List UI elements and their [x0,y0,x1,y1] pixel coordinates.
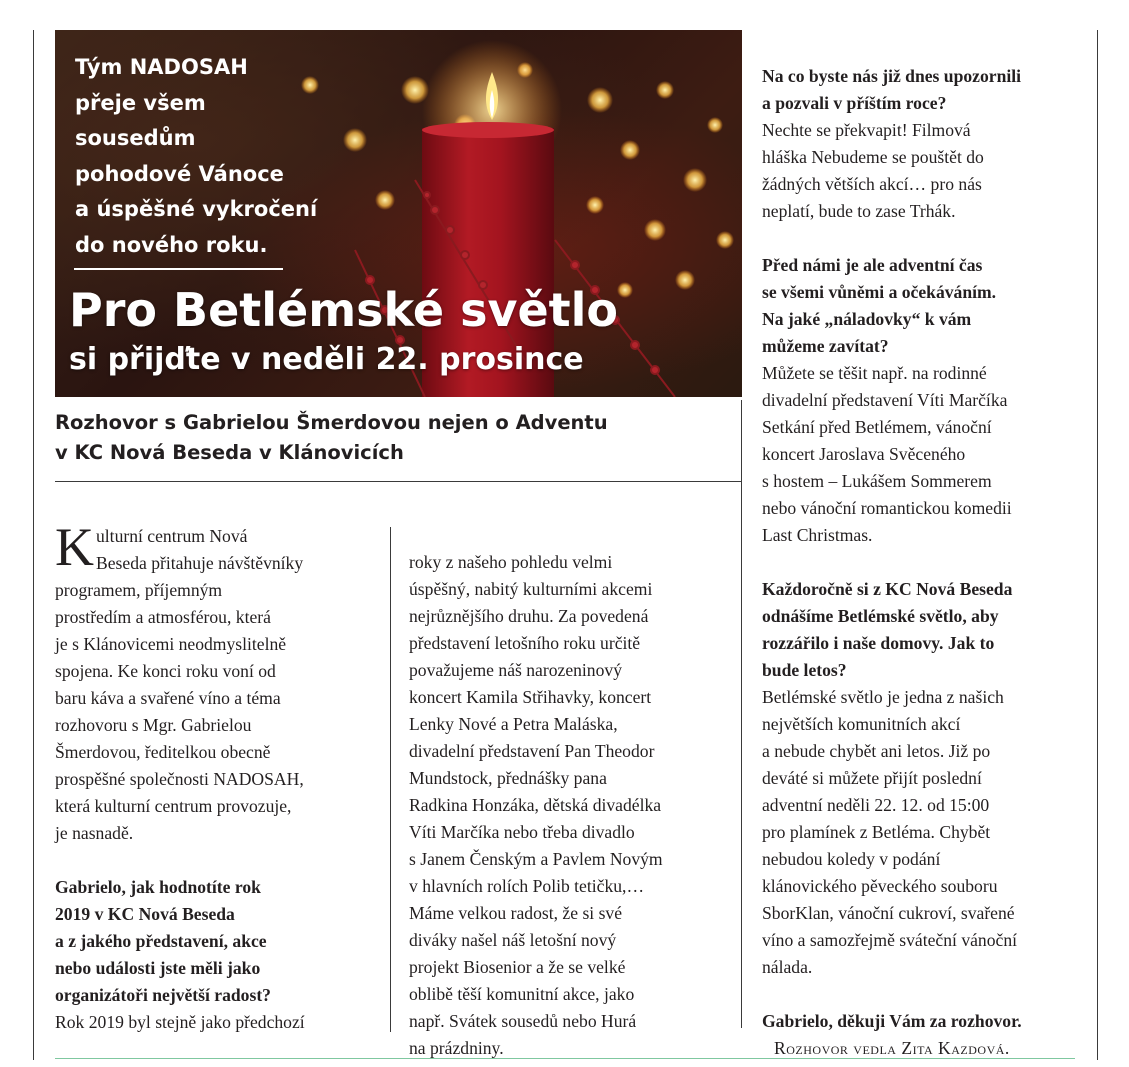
answer-1-start: Rok 2019 byl stejně jako předchozí [55,1012,305,1032]
hero-image [55,30,742,397]
byline: Rozhovor vedla Zita Kazdová. [774,1038,1010,1058]
bottom-accent-rule [55,1058,1075,1059]
closing-thanks: Gabrielo, děkuji Vám za rozhovor. [762,1011,1022,1031]
article-subtitle: Rozhovor s Gabrielou Šmerdovou nejen o Adventu v KC Nová Beseda v Klánovicích [55,411,608,464]
drop-cap: K [55,517,94,577]
column-1 [55,496,385,1036]
subtitle-rule [55,481,742,482]
headline: Pro Betlémské světlo [69,283,619,337]
question-1: Gabrielo, jak hodnotíte rok 2019 v KC Nová Beseda a z jakého představení, akce nebo události jste měli jako organizátoři největší radost? [55,877,271,1005]
column-divider-1 [390,527,391,1032]
right-page-rule [1097,30,1098,1060]
answer-4: Betlémské světlo je jedna z našich největších komunitních akcí a nebude chybět ani letos. Již po deváté si můžete přijít poslední adventní neděli 22. 12. od 15:00 pro plamínek z Betléma. Chybět nebudou koledy v podání klánovického pěveckého souboru SborKlan, vánoční cukroví, svařené víno a samozřejmě sváteční vánoční nálada. [762,687,1018,977]
column-3 [762,36,1092,1062]
left-page-rule [33,30,34,1060]
question-4: Každoročně si z KC Nová Beseda odnášíme Betlémské světlo, aby rozzářilo i naše domovy. Jak to bude letos? [762,579,1013,680]
answer-3: Můžete se těšit např. na rodinné divadelní představení Víti Marčíka Setkání před Betlémem, vánoční koncert Jaroslava Svěceného s hostem – Lukášem Sommerem nebo vánoční romantickou komedii Last Christmas. [762,363,1012,545]
intro-text: ulturní centrum Nová Beseda přitahuje návštěvníky programem, příjemným prostředím a atmosférou, která je s Klánovicemi neodmyslitelně spojena. Ke konci roku voní od baru káva a svařené víno a téma rozhovoru s Mgr. Gabrielou Šmerdovou, ředitelkou obecně prospěšné společnosti NADOSAH, která kulturní centrum provozuje, je nasnadě. [55,526,304,843]
column-divider-2 [741,400,742,1028]
column-2 [409,522,739,1062]
answer-1-continued: roky z našeho pohledu velmi úspěšný, nabitý kulturními akcemi nejrůznějšího druhu. Za povedená představení letošního roku určitě považujeme náš narozeninový koncert Kamila Střihavky, koncert Lenky Nové a Petra Maláska, divadelní představení Pan Theodor Mundstock, přednášky pana Radkina Honzáka, dětská divadélka Víti Marčíka nebo třeba divadlo s Janem Čenským a Pavlem Novým v hlavních rolích Polib tetičku,… Máme velkou radost, že si své diváky našel náš letošní nový projekt Biosenior a že se velké oblibě těší komunitní akce, jako např. Svátek sousedů nebo Hurá na prázdniny. [409,552,663,1058]
greeting-text: Tým NADOSAH přeje všem sousedům pohodové Vánoce a úspěšné vykročení do nového roku. [75,55,318,257]
question-3: Před námi je ale adventní čas se všemi vůněmi a očekáváním. Na jaké „náladovky“ k vám můžeme zavítat? [762,255,997,356]
answer-2: Nechte se překvapit! Filmová hláška Nebudeme se pouštět do žádných větších akcí… pro nás neplatí, bude to zase Trhák. [762,120,984,221]
greeting-divider [74,268,283,270]
headline-date: si přijďte v neděli 22. prosince [69,342,584,377]
question-2: Na co byste nás již dnes upozornili a pozvali v příštím roce? [762,66,1022,113]
candle-top [422,122,554,138]
